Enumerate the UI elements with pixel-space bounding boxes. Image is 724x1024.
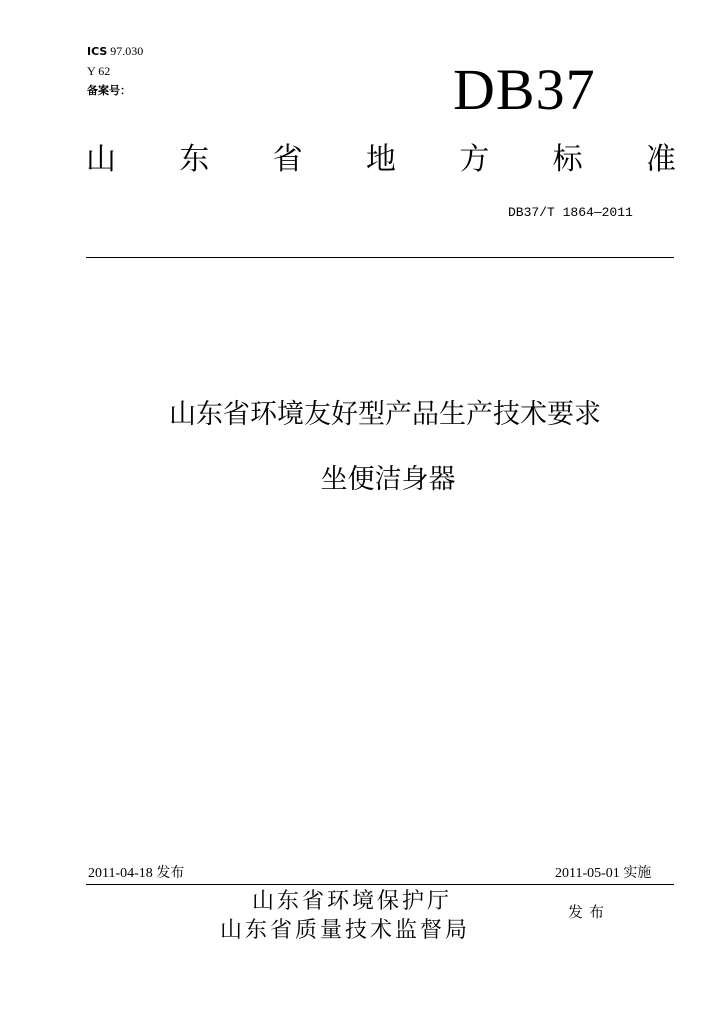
footer-divider	[86, 884, 674, 885]
document-title: 山东省环境友好型产品生产技术要求	[169, 399, 601, 430]
standard-type-char: 山	[86, 142, 116, 177]
standard-type-char: 标	[552, 142, 583, 177]
standard-type-char: 东	[179, 142, 210, 177]
record-number-label: 备案号：	[87, 84, 131, 97]
standard-type-char: 地	[365, 142, 396, 177]
ics-label: ICS	[87, 45, 108, 58]
standard-number: DB37/T 1864—2011	[508, 205, 633, 220]
implement-date	[555, 864, 651, 883]
implement-label: 实施	[623, 865, 652, 881]
standard-type-char: 方	[459, 142, 490, 177]
issuer-environment-dept: 山东省环境保护厅	[252, 889, 453, 914]
standard-type-heading	[86, 140, 676, 180]
implement-date-value: 2011-05-01	[555, 866, 620, 881]
category-code: Y 62	[87, 64, 111, 78]
standard-type-char: 省	[272, 142, 303, 177]
document-subtitle: 坐便洁身器	[320, 464, 456, 495]
ics-code	[87, 44, 143, 59]
db-logo: DB37	[453, 57, 596, 122]
header-divider	[86, 257, 674, 258]
issuer-quality-bureau: 山东省质量技术监督局	[220, 918, 471, 943]
issue-label: 发布	[568, 903, 611, 921]
publish-label: 发布	[156, 865, 185, 881]
publish-date	[88, 864, 184, 883]
publish-date-value: 2011-04-18	[88, 866, 153, 881]
standard-type-char: 准	[645, 142, 676, 177]
ics-number: 97.030	[110, 44, 144, 58]
